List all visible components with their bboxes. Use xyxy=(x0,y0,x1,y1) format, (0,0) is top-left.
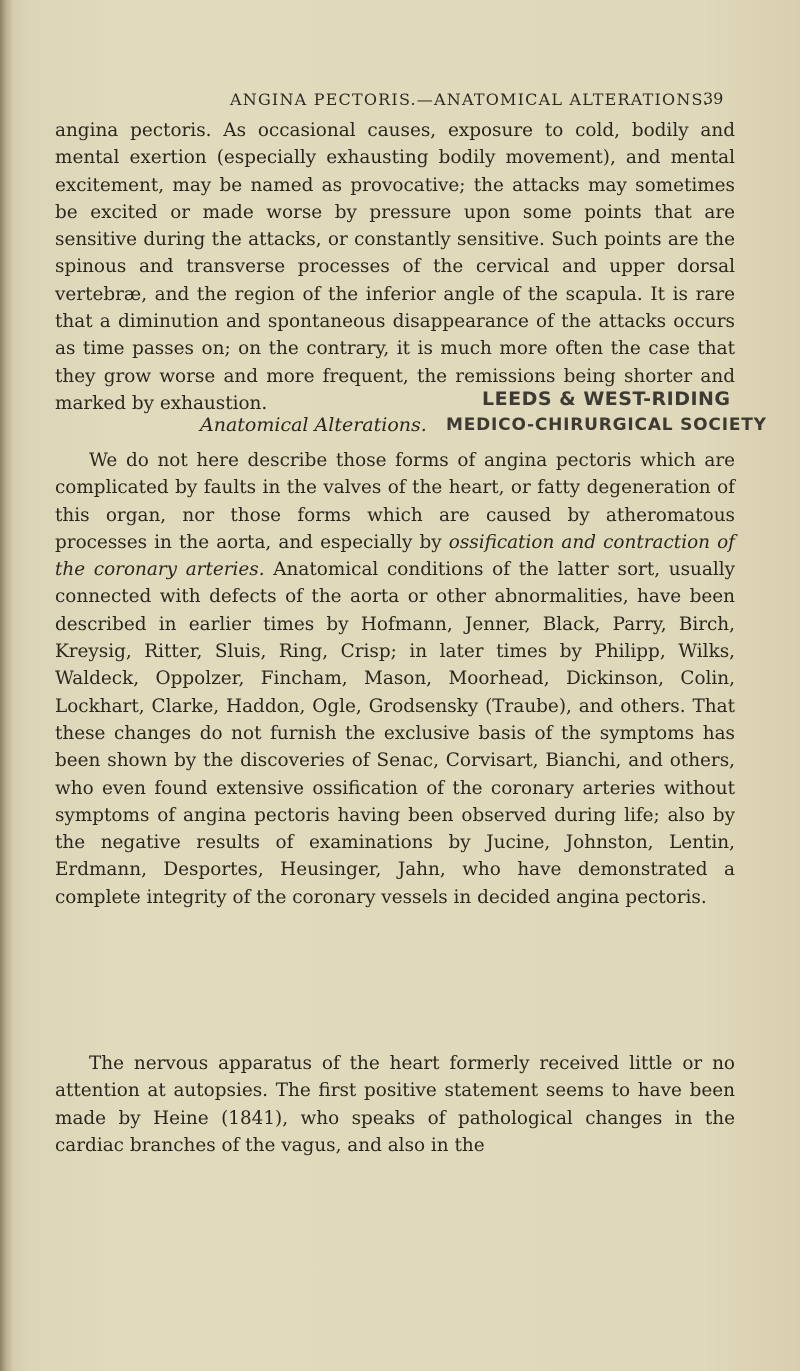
library-stamp-line-2: MEDICO-CHIRURGICAL SOCIETY xyxy=(446,415,767,435)
page-gutter-shadow xyxy=(0,0,12,1371)
paragraph-provocative-causes: angina pectoris. As occasional causes, exposure to cold, bodily and mental exertion (especially exhausting bodily movement), and mental excitement, may be named as provocative; the attacks may sometimes be excited or made worse by pressure upon some points that are sensitive during the attacks, or constantly sensitive. Such points are the spinous and transverse processes of the cervical and upper dorsal vertebræ, and the region of the inferior angle of the scapula. It is rare that a diminution and spontaneous disappearance of the attacks occurs as time passes on; on the contrary, it is much more often the case that they grow worse and more frequent, the remissions being shorter and marked by exhaustion. xyxy=(55,120,735,414)
paragraph-text: Anatomical conditions of the latter sort, usually connected with defects of the aorta or other abnormalities, have been described in earlier times by Hofmann, Jenner, Black, Parry, Birch, Kreysig, Ritter, Sluis, Ring, Crisp; in later times by Philipp, Wilks, Waldeck, Oppolzer, Fincham, Mason, Moorhead, Dickinson, Colin, Lockhart, Clarke, Haddon, Ogle, Grodsensky (Traube), and others. That these changes do not furnish the exclusive basis of the symptoms has been shown by the discoveries of Senac, Corvisart, Bianchi, and others, who even found extensive ossification of the coronary arteries without symptoms of angina pectoris having been observed during life; also by the negative results of examinations by Jucine, Johnston, Lentin, Erdmann, Desportes, Heusinger, Jahn, who have demonstrated a complete integrity of the coronary vessels in decided angina pectoris. xyxy=(55,559,735,908)
library-stamp-line-1: LEEDS & WEST-RIDING xyxy=(482,388,731,410)
paragraph-nervous-apparatus: The nervous apparatus of the heart formerly received little or no attention at autopsies. The first positive statement seems to have been made by Heine (1841), who speaks of pathological changes in the cardiac branches of the vagus, and also in the xyxy=(55,1053,735,1156)
paragraph-anatomical-conditions xyxy=(55,447,735,911)
running-head: ANGINA PECTORIS.—ANATOMICAL ALTERATIONS. xyxy=(230,90,710,109)
paragraph-text: We do not here describe those forms of angina pectoris which are complicated by faults in the valves of the heart, or fatty degeneration of this organ, nor those forms which are caused by atheromatous processes in the aorta, and especially by xyxy=(55,450,735,553)
section-heading: Anatomical Alterations. xyxy=(200,414,427,436)
emphasized-text: ossification and contraction of the coronary arteries. xyxy=(55,531,735,581)
page-number: 39 xyxy=(703,89,724,108)
